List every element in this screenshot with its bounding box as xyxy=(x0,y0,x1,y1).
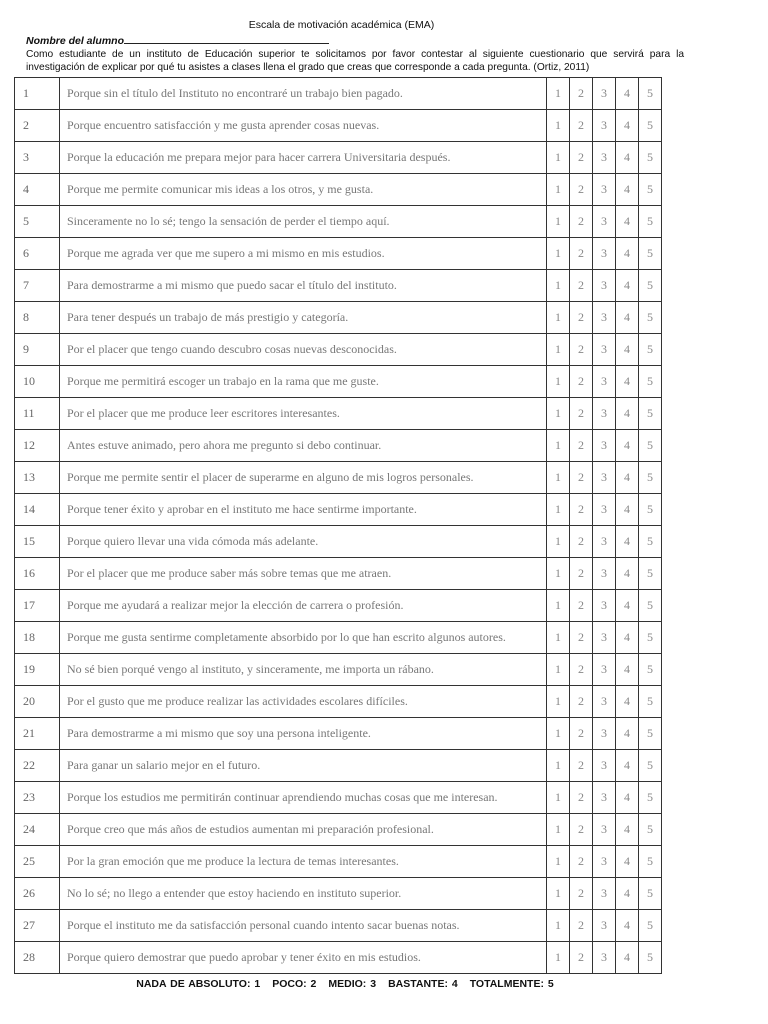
rating-option-4[interactable]: 4 xyxy=(616,430,639,462)
question-text: Por la gran emoción que me produce la lectura de temas interesantes. xyxy=(60,846,547,878)
question-text: Porque creo que más años de estudios aumentan mi preparación profesional. xyxy=(60,814,547,846)
rating-option-1[interactable]: 1 xyxy=(547,110,570,142)
question-text: Porque la educación me prepara mejor para hacer carrera Universitaria después. xyxy=(60,142,547,174)
question-row xyxy=(15,910,662,942)
rating-option-1[interactable]: 1 xyxy=(547,238,570,270)
question-number: 27 xyxy=(15,910,60,942)
question-text: Porque me gusta sentirme completamente absorbido por lo que han escrito algunos autores. xyxy=(60,622,547,654)
rating-option-2[interactable]: 2 xyxy=(570,462,593,494)
rating-option-5[interactable]: 5 xyxy=(639,110,662,142)
rating-option-5[interactable]: 5 xyxy=(639,750,662,782)
rating-option-5[interactable]: 5 xyxy=(639,174,662,206)
rating-option-4[interactable]: 4 xyxy=(616,910,639,942)
rating-option-4[interactable]: 4 xyxy=(616,270,639,302)
question-text: Antes estuve animado, pero ahora me pregunto si debo continuar. xyxy=(60,430,547,462)
rating-option-2[interactable]: 2 xyxy=(570,270,593,302)
question-text: Sinceramente no lo sé; tengo la sensación de perder el tiempo aquí. xyxy=(60,206,547,238)
rating-option-3[interactable]: 3 xyxy=(593,622,616,654)
rating-option-1[interactable]: 1 xyxy=(547,366,570,398)
question-number: 20 xyxy=(15,686,60,718)
question-row xyxy=(15,174,662,206)
rating-option-3[interactable]: 3 xyxy=(593,334,616,366)
question-number: 11 xyxy=(15,398,60,430)
question-row xyxy=(15,526,662,558)
rating-option-4[interactable]: 4 xyxy=(616,110,639,142)
rating-option-3[interactable]: 3 xyxy=(593,590,616,622)
rating-option-2[interactable]: 2 xyxy=(570,142,593,174)
rating-option-5[interactable]: 5 xyxy=(639,942,662,974)
rating-option-2[interactable]: 2 xyxy=(570,590,593,622)
rating-option-1[interactable]: 1 xyxy=(547,494,570,526)
student-name-field[interactable] xyxy=(26,33,329,47)
rating-option-3[interactable]: 3 xyxy=(593,718,616,750)
question-number: 18 xyxy=(15,622,60,654)
rating-option-4[interactable]: 4 xyxy=(616,590,639,622)
question-number: 12 xyxy=(15,430,60,462)
rating-option-1[interactable]: 1 xyxy=(547,718,570,750)
rating-option-5[interactable]: 5 xyxy=(639,270,662,302)
rating-option-1[interactable]: 1 xyxy=(547,78,570,110)
question-row xyxy=(15,654,662,686)
rating-option-1[interactable]: 1 xyxy=(547,622,570,654)
rating-option-5[interactable]: 5 xyxy=(639,782,662,814)
rating-option-1[interactable]: 1 xyxy=(547,206,570,238)
rating-option-3[interactable]: 3 xyxy=(593,238,616,270)
rating-option-5[interactable]: 5 xyxy=(639,718,662,750)
rating-option-1[interactable]: 1 xyxy=(547,462,570,494)
question-text: No lo sé; no llego a entender que estoy haciendo en instituto superior. xyxy=(60,878,547,910)
rating-option-4[interactable]: 4 xyxy=(616,174,639,206)
rating-option-2[interactable]: 2 xyxy=(570,878,593,910)
rating-option-1[interactable]: 1 xyxy=(547,142,570,174)
question-row xyxy=(15,878,662,910)
rating-option-3[interactable]: 3 xyxy=(593,366,616,398)
rating-option-5[interactable]: 5 xyxy=(639,334,662,366)
rating-option-3[interactable]: 3 xyxy=(593,206,616,238)
rating-option-2[interactable]: 2 xyxy=(570,846,593,878)
rating-option-4[interactable]: 4 xyxy=(616,526,639,558)
rating-option-4[interactable]: 4 xyxy=(616,238,639,270)
question-row xyxy=(15,270,662,302)
question-number: 3 xyxy=(15,142,60,174)
rating-option-5[interactable]: 5 xyxy=(639,398,662,430)
rating-option-3[interactable]: 3 xyxy=(593,494,616,526)
question-row xyxy=(15,846,662,878)
rating-option-3[interactable]: 3 xyxy=(593,782,616,814)
student-name-blank[interactable] xyxy=(124,33,329,44)
rating-option-1[interactable]: 1 xyxy=(547,334,570,366)
question-number: 5 xyxy=(15,206,60,238)
question-number: 14 xyxy=(15,494,60,526)
scale-legend xyxy=(0,978,690,990)
rating-option-1[interactable]: 1 xyxy=(547,430,570,462)
questionnaire-table xyxy=(14,77,662,974)
rating-option-5[interactable]: 5 xyxy=(639,206,662,238)
rating-option-5[interactable]: 5 xyxy=(639,814,662,846)
question-text: No sé bien porqué vengo al instituto, y sinceramente, me importa un rábano. xyxy=(60,654,547,686)
question-text: Porque me agrada ver que me supero a mi mismo en mis estudios. xyxy=(60,238,547,270)
rating-option-5[interactable]: 5 xyxy=(639,654,662,686)
question-row xyxy=(15,750,662,782)
legend-item: TOTALMENTE: 5 xyxy=(469,978,554,990)
question-text: Porque quiero demostrar que puedo aprobar y tener éxito en mis estudios. xyxy=(60,942,547,974)
rating-option-1[interactable]: 1 xyxy=(547,526,570,558)
question-number: 17 xyxy=(15,590,60,622)
rating-option-5[interactable]: 5 xyxy=(639,78,662,110)
rating-option-2[interactable]: 2 xyxy=(570,686,593,718)
question-text: Porque encuentro satisfacción y me gusta aprender cosas nuevas. xyxy=(60,110,547,142)
question-row xyxy=(15,110,662,142)
rating-option-4[interactable]: 4 xyxy=(616,814,639,846)
rating-option-3[interactable]: 3 xyxy=(593,654,616,686)
rating-option-4[interactable]: 4 xyxy=(616,942,639,974)
question-row xyxy=(15,366,662,398)
rating-option-2[interactable]: 2 xyxy=(570,942,593,974)
rating-option-1[interactable]: 1 xyxy=(547,846,570,878)
question-number: 1 xyxy=(15,78,60,110)
rating-option-1[interactable]: 1 xyxy=(547,686,570,718)
rating-option-4[interactable]: 4 xyxy=(616,462,639,494)
question-text: Por el placer que me produce leer escritores interesantes. xyxy=(60,398,547,430)
rating-option-5[interactable]: 5 xyxy=(639,590,662,622)
rating-option-3[interactable]: 3 xyxy=(593,558,616,590)
instructions-text: Como estudiante de un instituto de Educación superior te solicitamos por favor contestar al siguiente cuestionario que servirá para la investigación de explicar por qué tu asistes a clases llena el grado que creas que corresponde a cada pregunta. (Ortiz, 2011) xyxy=(26,49,684,73)
rating-option-3[interactable]: 3 xyxy=(593,462,616,494)
rating-option-5[interactable]: 5 xyxy=(639,846,662,878)
question-number: 22 xyxy=(15,750,60,782)
rating-option-3[interactable]: 3 xyxy=(593,78,616,110)
question-number: 8 xyxy=(15,302,60,334)
rating-option-3[interactable]: 3 xyxy=(593,750,616,782)
question-text: Porque me permitirá escoger un trabajo en la rama que me guste. xyxy=(60,366,547,398)
rating-option-4[interactable]: 4 xyxy=(616,334,639,366)
question-text: Por el gusto que me produce realizar las actividades escolares difíciles. xyxy=(60,686,547,718)
rating-option-3[interactable]: 3 xyxy=(593,302,616,334)
rating-option-3[interactable]: 3 xyxy=(593,526,616,558)
legend-item: MEDIO: 3 xyxy=(328,978,377,990)
page-title: Escala de motivación académica (EMA) xyxy=(248,19,435,31)
rating-option-4[interactable]: 4 xyxy=(616,686,639,718)
question-number: 25 xyxy=(15,846,60,878)
rating-option-4[interactable]: 4 xyxy=(616,302,639,334)
question-number: 28 xyxy=(15,942,60,974)
rating-option-2[interactable]: 2 xyxy=(570,622,593,654)
question-number: 15 xyxy=(15,526,60,558)
rating-option-1[interactable]: 1 xyxy=(547,270,570,302)
rating-option-3[interactable]: 3 xyxy=(593,430,616,462)
legend-item: NADA DE ABSOLUTO: 1 xyxy=(136,978,261,990)
rating-option-3[interactable]: 3 xyxy=(593,846,616,878)
question-row xyxy=(15,142,662,174)
legend-item: BASTANTE: 4 xyxy=(388,978,458,990)
rating-option-5[interactable]: 5 xyxy=(639,462,662,494)
rating-option-5[interactable]: 5 xyxy=(639,366,662,398)
question-row xyxy=(15,398,662,430)
rating-option-4[interactable]: 4 xyxy=(616,366,639,398)
rating-option-5[interactable]: 5 xyxy=(639,238,662,270)
rating-option-2[interactable]: 2 xyxy=(570,494,593,526)
rating-option-5[interactable]: 5 xyxy=(639,526,662,558)
rating-option-4[interactable]: 4 xyxy=(616,878,639,910)
question-number: 19 xyxy=(15,654,60,686)
rating-option-1[interactable]: 1 xyxy=(547,302,570,334)
rating-option-2[interactable]: 2 xyxy=(570,174,593,206)
question-row xyxy=(15,302,662,334)
rating-option-4[interactable]: 4 xyxy=(616,142,639,174)
rating-option-4[interactable]: 4 xyxy=(616,846,639,878)
student-name-label: Nombre del alumno xyxy=(26,35,125,47)
rating-option-4[interactable]: 4 xyxy=(616,206,639,238)
rating-option-5[interactable]: 5 xyxy=(639,558,662,590)
question-number: 16 xyxy=(15,558,60,590)
rating-option-3[interactable]: 3 xyxy=(593,686,616,718)
question-number: 23 xyxy=(15,782,60,814)
question-row xyxy=(15,78,662,110)
rating-option-2[interactable]: 2 xyxy=(570,526,593,558)
question-number: 24 xyxy=(15,814,60,846)
question-row xyxy=(15,590,662,622)
rating-option-5[interactable]: 5 xyxy=(639,622,662,654)
rating-option-5[interactable]: 5 xyxy=(639,686,662,718)
rating-option-4[interactable]: 4 xyxy=(616,718,639,750)
question-row xyxy=(15,718,662,750)
question-text: Por el placer que tengo cuando descubro cosas nuevas desconocidas. xyxy=(60,334,547,366)
rating-option-3[interactable]: 3 xyxy=(593,110,616,142)
rating-option-2[interactable]: 2 xyxy=(570,78,593,110)
question-text: Por el placer que me produce saber más sobre temas que me atraen. xyxy=(60,558,547,590)
question-row xyxy=(15,782,662,814)
rating-option-2[interactable]: 2 xyxy=(570,366,593,398)
rating-option-4[interactable]: 4 xyxy=(616,398,639,430)
rating-option-3[interactable]: 3 xyxy=(593,878,616,910)
rating-option-5[interactable]: 5 xyxy=(639,430,662,462)
rating-option-4[interactable]: 4 xyxy=(616,750,639,782)
rating-option-3[interactable]: 3 xyxy=(593,942,616,974)
question-row xyxy=(15,814,662,846)
rating-option-4[interactable]: 4 xyxy=(616,782,639,814)
rating-option-1[interactable]: 1 xyxy=(547,398,570,430)
question-number: 2 xyxy=(15,110,60,142)
rating-option-3[interactable]: 3 xyxy=(593,142,616,174)
legend-item: POCO: 2 xyxy=(272,978,317,990)
question-number: 13 xyxy=(15,462,60,494)
question-row xyxy=(15,686,662,718)
rating-option-1[interactable]: 1 xyxy=(547,654,570,686)
question-row xyxy=(15,238,662,270)
rating-option-2[interactable]: 2 xyxy=(570,910,593,942)
question-number: 7 xyxy=(15,270,60,302)
question-text: Porque los estudios me permitirán continuar aprendiendo muchas cosas que me interesan. xyxy=(60,782,547,814)
question-text: Porque el instituto me da satisfacción personal cuando intento sacar buenas notas. xyxy=(60,910,547,942)
rating-option-2[interactable]: 2 xyxy=(570,110,593,142)
question-text: Porque me permite comunicar mis ideas a los otros, y me gusta. xyxy=(60,174,547,206)
rating-option-5[interactable]: 5 xyxy=(639,910,662,942)
rating-option-4[interactable]: 4 xyxy=(616,654,639,686)
rating-option-1[interactable]: 1 xyxy=(547,942,570,974)
rating-option-2[interactable]: 2 xyxy=(570,782,593,814)
question-row xyxy=(15,494,662,526)
rating-option-4[interactable]: 4 xyxy=(616,558,639,590)
question-row xyxy=(15,558,662,590)
rating-option-5[interactable]: 5 xyxy=(639,302,662,334)
rating-option-1[interactable]: 1 xyxy=(547,750,570,782)
question-text: Para demostrarme a mi mismo que soy una persona inteligente. xyxy=(60,718,547,750)
question-text: Porque me ayudará a realizar mejor la elección de carrera o profesión. xyxy=(60,590,547,622)
rating-option-2[interactable]: 2 xyxy=(570,238,593,270)
rating-option-2[interactable]: 2 xyxy=(570,398,593,430)
rating-option-1[interactable]: 1 xyxy=(547,782,570,814)
question-number: 10 xyxy=(15,366,60,398)
question-number: 26 xyxy=(15,878,60,910)
question-row xyxy=(15,462,662,494)
question-row xyxy=(15,622,662,654)
question-row xyxy=(15,206,662,238)
rating-option-2[interactable]: 2 xyxy=(570,654,593,686)
rating-option-1[interactable]: 1 xyxy=(547,910,570,942)
question-number: 9 xyxy=(15,334,60,366)
rating-option-4[interactable]: 4 xyxy=(616,622,639,654)
question-text: Porque quiero llevar una vida cómoda más adelante. xyxy=(60,526,547,558)
rating-option-5[interactable]: 5 xyxy=(639,878,662,910)
question-text: Porque me permite sentir el placer de superarme en alguno de mis logros personales. xyxy=(60,462,547,494)
rating-option-2[interactable]: 2 xyxy=(570,814,593,846)
question-row xyxy=(15,430,662,462)
question-text: Para demostrarme a mi mismo que puedo sacar el título del instituto. xyxy=(60,270,547,302)
rating-option-3[interactable]: 3 xyxy=(593,814,616,846)
rating-option-3[interactable]: 3 xyxy=(593,398,616,430)
questionnaire-body xyxy=(15,78,662,974)
question-text: Para tener después un trabajo de más prestigio y categoría. xyxy=(60,302,547,334)
rating-option-5[interactable]: 5 xyxy=(639,142,662,174)
question-text: Para ganar un salario mejor en el futuro. xyxy=(60,750,547,782)
rating-option-2[interactable]: 2 xyxy=(570,718,593,750)
question-number: 21 xyxy=(15,718,60,750)
question-number: 4 xyxy=(15,174,60,206)
rating-option-2[interactable]: 2 xyxy=(570,558,593,590)
rating-option-3[interactable]: 3 xyxy=(593,910,616,942)
rating-option-2[interactable]: 2 xyxy=(570,430,593,462)
rating-option-1[interactable]: 1 xyxy=(547,558,570,590)
question-text: Porque tener éxito y aprobar en el instituto me hace sentirme importante. xyxy=(60,494,547,526)
rating-option-1[interactable]: 1 xyxy=(547,174,570,206)
question-text: Porque sin el título del Instituto no encontraré un trabajo bien pagado. xyxy=(60,78,547,110)
rating-option-4[interactable]: 4 xyxy=(616,494,639,526)
question-number: 6 xyxy=(15,238,60,270)
rating-option-2[interactable]: 2 xyxy=(570,206,593,238)
question-row xyxy=(15,334,662,366)
question-row xyxy=(15,942,662,974)
rating-option-3[interactable]: 3 xyxy=(593,270,616,302)
rating-option-1[interactable]: 1 xyxy=(547,814,570,846)
rating-option-5[interactable]: 5 xyxy=(639,494,662,526)
rating-option-1[interactable]: 1 xyxy=(547,590,570,622)
rating-option-2[interactable]: 2 xyxy=(570,750,593,782)
rating-option-4[interactable]: 4 xyxy=(616,78,639,110)
rating-option-2[interactable]: 2 xyxy=(570,334,593,366)
rating-option-3[interactable]: 3 xyxy=(593,174,616,206)
rating-option-2[interactable]: 2 xyxy=(570,302,593,334)
rating-option-1[interactable]: 1 xyxy=(547,878,570,910)
